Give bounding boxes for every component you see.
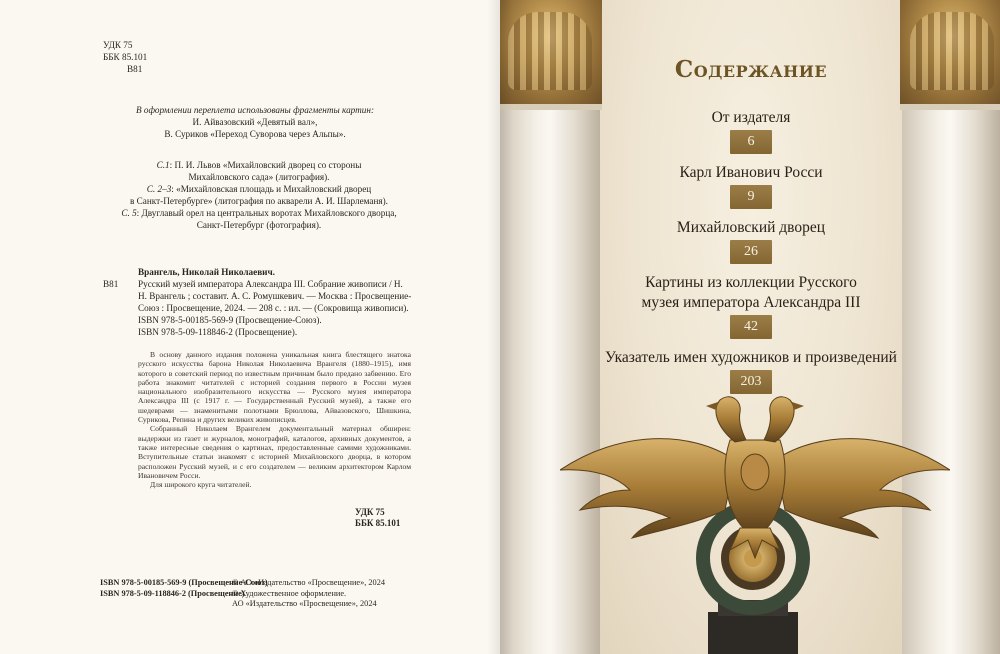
illustration-captions	[100, 159, 418, 231]
cover-credits-intro: В оформлении переплета использованы фрагменты картин:	[135, 105, 375, 115]
toc-entry-title: От издателя	[711, 109, 791, 126]
toc-entry-title: Картины из коллекции Русского музея императора Александра III	[641, 274, 861, 311]
toc-entry-title: Указатель имен художников и произведений	[605, 349, 897, 366]
bibliographic-description: Русский музей императора Александра III. Собрание живописи / Н. Н. Врангель ; составит. А. С. Ромушкевич. — Москва : Просвещение-Союз : Просвещение, 2024. — 208 с. : ил. — (Сокровища живописи).	[138, 279, 412, 313]
cover-credit-line: И. Айвазовский «Девятый вал»,	[192, 117, 318, 127]
annotation-paragraph: Для широкого круга читателей.	[150, 480, 252, 490]
caption-line: Михайловского сада» (литография).	[188, 172, 330, 182]
contents-title: Содержание	[674, 56, 828, 83]
classification-codes-top	[103, 39, 147, 75]
table-of-contents	[598, 108, 904, 403]
toc-entry-title: Михайловский дворец	[676, 219, 826, 236]
bibliographic-record	[103, 266, 413, 338]
toc-entry-title: Карл Иванович Росси	[679, 164, 823, 181]
toc-entry[interactable]	[598, 348, 904, 394]
isbn-block: ISBN 978-5-00185-569-9 (Просвещение-Союз) ISBN 978-5-09-118846-2 (Просвещение)	[100, 578, 268, 598]
author-mark-side: В81	[103, 279, 119, 289]
contents-page	[500, 0, 1000, 654]
annotation-paragraph: В основу данного издания положена уникальная книга блестящего знатока русского искусства барона Николая Николаевича Врангеля (1880–1915), имя которого в советский период по известным причинам было предано забвению. Его работа знакомит читателей с историей создания первого в России музея национального изобразительного искусства — Русского музея императора Александра III (с 1917 г. — Государственный Русский музей), а также его шедеврами — знаменитыми полотнами Брюллова, Айвазовского, Шишкина, Сурикова, Репина и других великих живописцев.	[138, 350, 411, 425]
toc-page-badge: 203	[730, 370, 772, 394]
caption-line: С.1: П. И. Львов «Михайловский дворец со стороны	[156, 160, 362, 170]
caption-line: С. 2–3: «Михайловская площадь и Михайловский дворец	[146, 184, 372, 194]
left-capital-image	[500, 0, 602, 110]
right-capital-image	[900, 0, 1000, 110]
classification-codes-bottom: УДК 75 ББК 85.101	[355, 507, 401, 528]
udk-code: УДК 75	[103, 40, 133, 50]
toc-page-badge: 42	[730, 315, 772, 339]
toc-page-badge: 9	[730, 185, 772, 209]
cover-credit-line: В. Суриков «Переход Суворова через Альпы».	[164, 129, 346, 139]
book-gutter	[487, 0, 513, 654]
isbn-line: ISBN 978-5-00185-569-9 (Просвещение-Союз).	[138, 315, 322, 325]
bbk-code: ББК 85.101	[103, 52, 148, 62]
toc-page-badge: 6	[730, 130, 772, 154]
double-headed-eagle-image	[560, 390, 950, 654]
toc-page-badge: 26	[730, 240, 772, 264]
author-heading: Врангель, Николай Николаевич.	[138, 267, 275, 277]
toc-entry[interactable]	[598, 108, 904, 154]
copyright-block: © АО «Издательство «Просвещение», 2024 © Художественное оформление. АО «Издательство «Просвещение», 2024	[232, 578, 386, 608]
annotation-paragraph: Собранный Николаем Врангелем документальный материал обширен: выдержки из газет и журналов, монографий, каталогов, архивных документов, а также интересные сведения о картинах, предоставленные самими художниками. Вступительные статьи знакомят с историей Михайловского дворца, в котором расположен Русский музей, и с его создателем — великим архитектором Карлом Ивановичем Росси.	[138, 424, 411, 480]
caption-line: Санкт-Петербург (фотография).	[196, 220, 322, 230]
cover-credits	[100, 104, 410, 140]
toc-entry[interactable]	[598, 218, 904, 264]
annotation	[138, 350, 411, 489]
toc-entry[interactable]	[598, 163, 904, 209]
toc-entry[interactable]	[598, 273, 904, 339]
caption-line: С. 5: Двуглавый орел на центральных воротах Михайловского дворца,	[121, 208, 397, 218]
isbn-line: ISBN 978-5-09-118846-2 (Просвещение).	[138, 327, 298, 337]
author-mark: В81	[127, 64, 143, 74]
caption-line: в Санкт-Петербурге» (литография по акварели А. И. Шарлеманя).	[130, 196, 388, 206]
